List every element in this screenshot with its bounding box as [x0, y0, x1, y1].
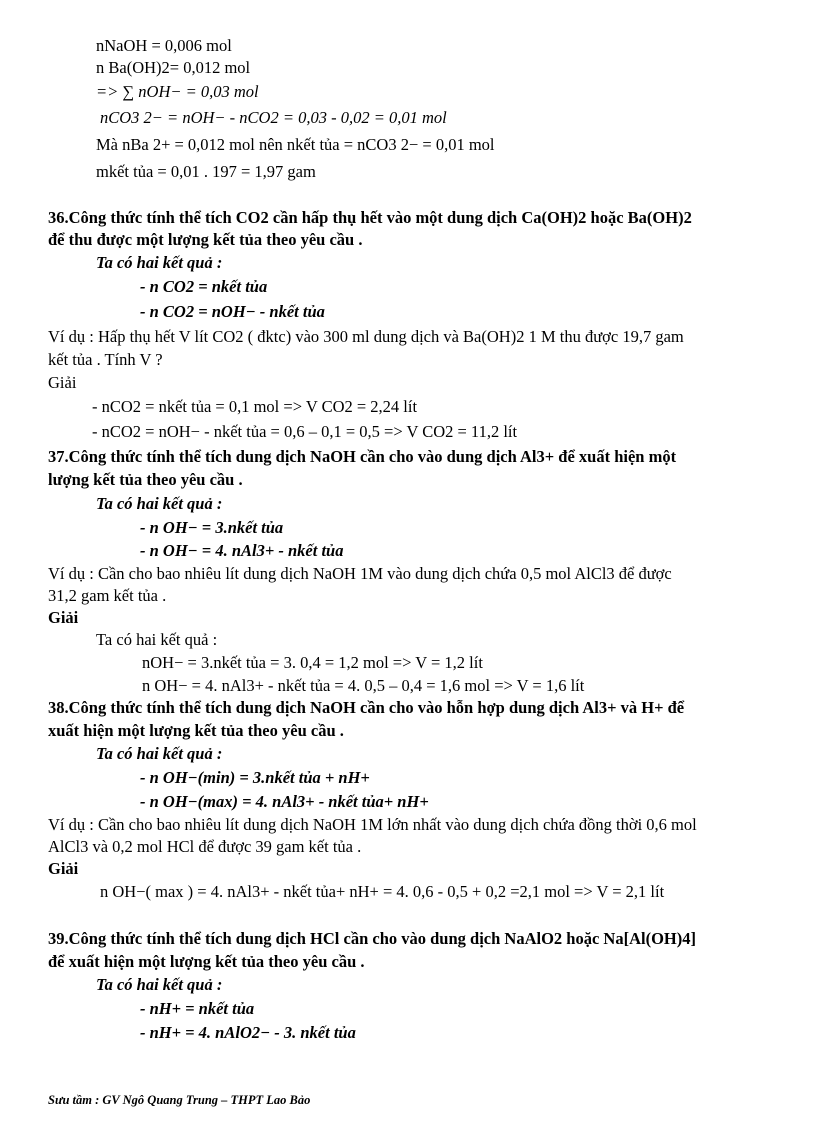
text-line: nOH− = 3.nkết tủa = 3. 0,4 = 1,2 mol => V = 1,2 lít [142, 653, 483, 672]
formula-line: - n CO2 = nkết tủa [140, 277, 268, 296]
text-line: Ví dụ : Hấp thụ hết V lít CO2 ( đktc) vào 300 ml dung dịch và Ba(OH)2 1 M thu được 19,7 gam [48, 327, 684, 346]
text-line: nCO3 2− = nOH− - nCO2 = 0,03 - 0,02 = 0,01 mol [100, 108, 447, 127]
text-line: Ví dụ : Cần cho bao nhiêu lít dung dịch NaOH 1M vào dung dịch chứa 0,5 mol AlCl3 để được [48, 564, 672, 583]
text-line: n Ba(OH)2= 0,012 mol [96, 58, 251, 77]
section-heading: để thu được một lượng kết tủa theo yêu cầu . [48, 230, 363, 249]
text-line: n OH−( max ) = 4. nAl3+ - nkết tủa+ nH+ = 4. 0,6 - 0,5 + 0,2 =2,1 mol => V = 2,1 lít [100, 882, 665, 901]
formula-line: - n OH−(max) = 4. nAl3+ - nkết tủa+ nH+ [140, 792, 429, 811]
section-heading: 37.Công thức tính thể tích dung dịch NaOH cần cho vào dung dịch Al3+ để xuất hiện một [48, 447, 677, 466]
section-heading: 36.Công thức tính thể tích CO2 cần hấp thụ hết vào một dung dịch Ca(OH)2 hoặc Ba(OH)2 [48, 208, 692, 227]
text-line: mkết tủa = 0,01 . 197 = 1,97 gam [96, 162, 316, 181]
formula-line: - n CO2 = nOH− - nkết tủa [140, 302, 325, 321]
text-line: Giải [48, 373, 77, 392]
text-line: Mà nBa 2+ = 0,012 mol nên nkết tủa = nCO3 2− = 0,01 mol [96, 135, 495, 154]
text-line: - nCO2 = nkết tủa = 0,1 mol => V CO2 = 2,24 lít [92, 397, 418, 416]
text-line: Ta có hai kết quả : [96, 975, 223, 994]
text-line: AlCl3 và 0,2 mol HCl để được 39 gam kết tủa . [48, 837, 362, 856]
section-heading: xuất hiện một lượng kết tủa theo yêu cầu . [48, 721, 344, 740]
text-line: => ∑ nOH− = 0,03 mol [96, 82, 259, 101]
text-line: Ta có hai kết quả : [96, 253, 223, 272]
formula-line: - n OH− = 3.nkết tủa [140, 518, 284, 537]
text-line: kết tủa . Tính V ? [48, 350, 163, 369]
section-heading: lượng kết tủa theo yêu cầu . [48, 470, 243, 489]
text-line: Giải [48, 859, 79, 878]
section-heading: 39.Công thức tính thể tích dung dịch HCl cần cho vào dung dịch NaAlO2 hoặc Na[Al(OH)4] [48, 929, 696, 948]
formula-line: - n OH− = 4. nAl3+ - nkết tủa [140, 541, 344, 560]
text-line: 31,2 gam kết tủa . [48, 586, 167, 605]
section-heading: 38.Công thức tính thể tích dung dịch NaOH cần cho vào hỗn hợp dung dịch Al3+ và H+ để [48, 698, 685, 717]
text-line: Ta có hai kết quả : [96, 494, 223, 513]
formula-line: - nH+ = nkết tủa [140, 999, 255, 1018]
text-line: Ví dụ : Cần cho bao nhiêu lít dung dịch NaOH 1M lớn nhất vào dung dịch chứa đồng thời 0,6 mol [48, 815, 697, 834]
text-line: Giải [48, 608, 79, 627]
formula-line: - n OH−(min) = 3.nkết tủa + nH+ [140, 768, 370, 787]
formula-line: - nH+ = 4. nAlO2− - 3. nkết tủa [140, 1023, 356, 1042]
text-line: - nCO2 = nOH− - nkết tủa = 0,6 – 0,1 = 0,5 => V CO2 = 11,2 lít [92, 422, 518, 441]
page-footer: Sưu tầm : GV Ngô Quang Trung – THPT Lao Bảo [48, 1093, 311, 1107]
text-line: Ta có hai kết quả : [96, 744, 223, 763]
section-heading: để xuất hiện một lượng kết tủa theo yêu cầu . [48, 952, 365, 971]
text-line: nNaOH = 0,006 mol [96, 36, 232, 55]
text-line: n OH− = 4. nAl3+ - nkết tủa = 4. 0,5 – 0,4 = 1,6 mol => V = 1,6 lít [142, 676, 585, 695]
text-line: Ta có hai kết quả : [96, 630, 218, 649]
